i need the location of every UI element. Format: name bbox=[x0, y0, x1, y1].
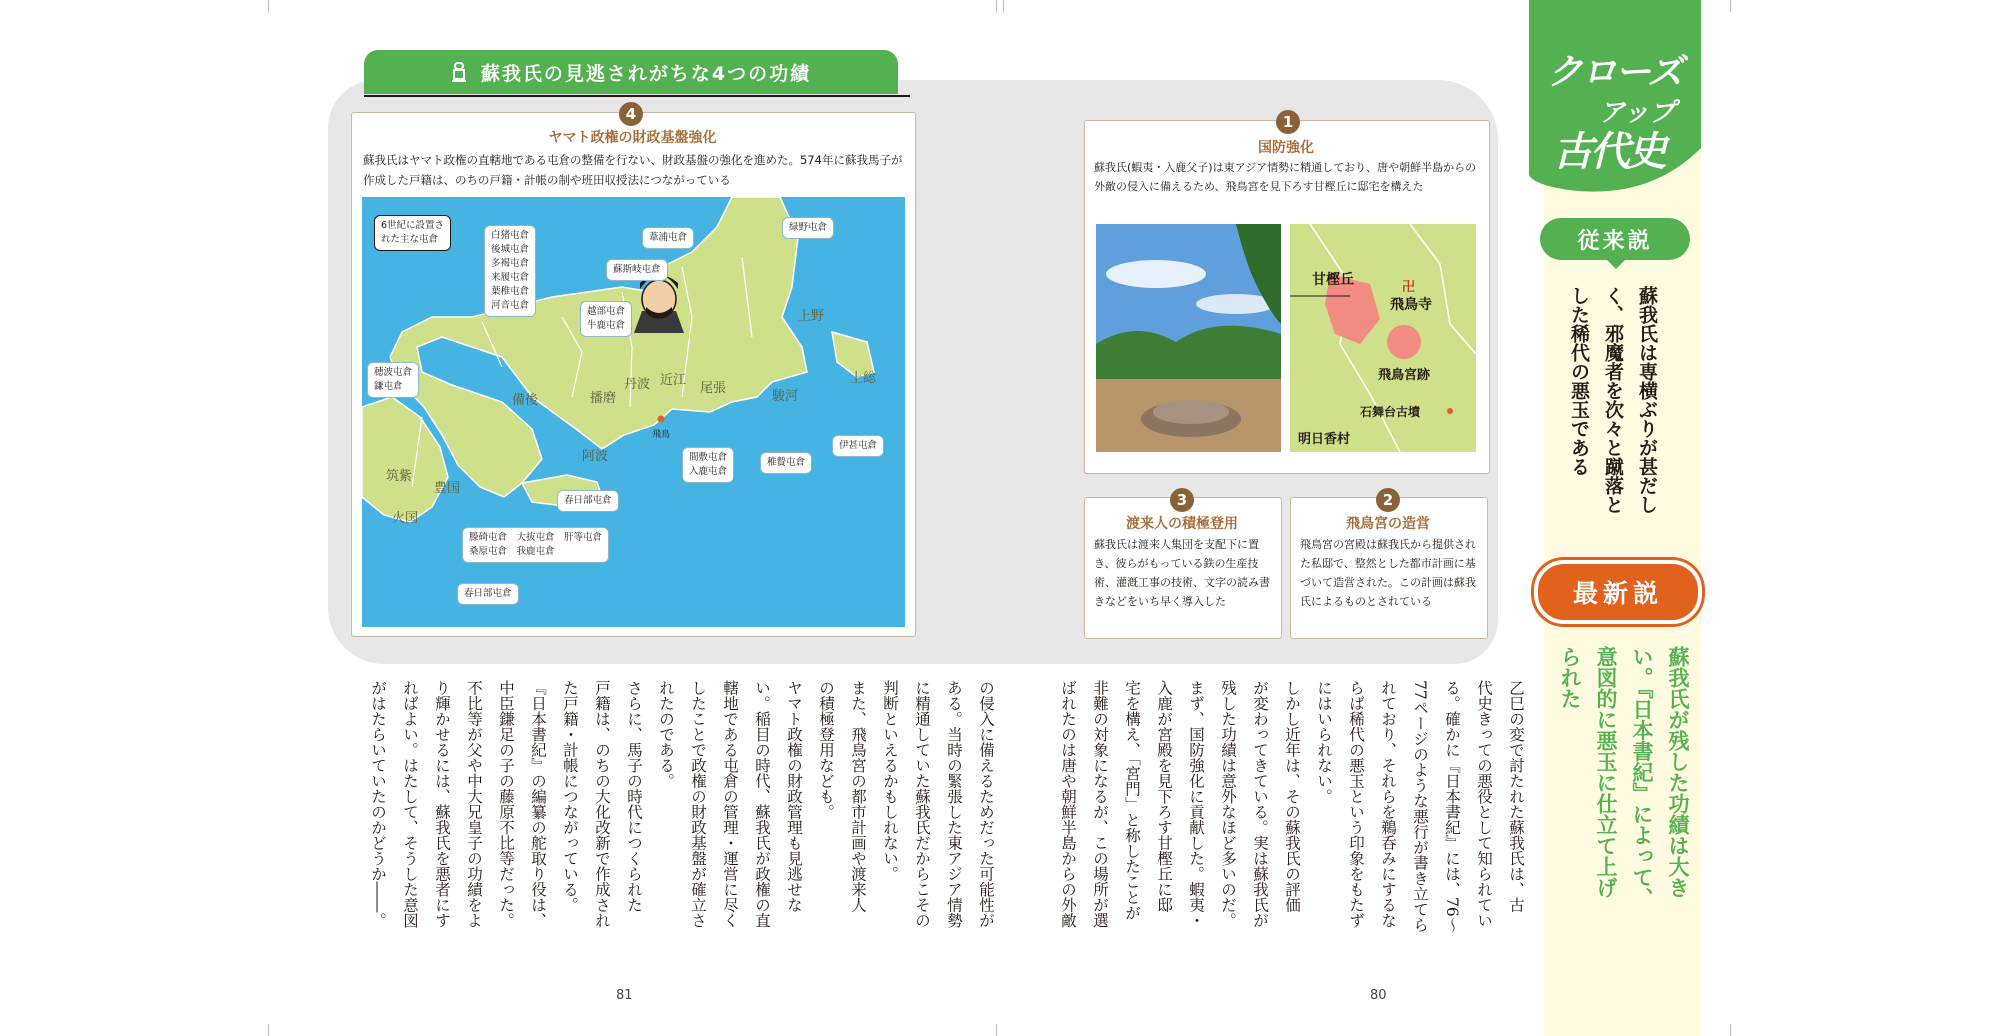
page-number-left: 81 bbox=[616, 988, 633, 1003]
asuka-photo bbox=[1096, 224, 1281, 452]
banner-title: 蘇我氏の見逃されがちな4つの功績 bbox=[480, 62, 812, 85]
latest-theory-text: 蘇我氏が残した功績は大き い。『日本書紀』によって、 意図的に悪玉に仕立て上げ られた bbox=[1558, 646, 1690, 909]
card-4-number: 4 bbox=[619, 102, 643, 126]
map-label-a: 白猪屯倉 後城屯倉 多褐屯倉 来履屯倉 葉稚屯倉 河音屯倉 bbox=[484, 225, 536, 317]
province-kazusa: 上総 bbox=[850, 371, 877, 386]
conventional-theory-label: 従来説 bbox=[1540, 218, 1690, 260]
map-label-d: 蘇斯岐屯倉 bbox=[606, 259, 668, 281]
map-label-j: 春日部屯倉 bbox=[557, 490, 619, 512]
province-chikushi: 筑紫 bbox=[386, 469, 413, 484]
temple-icon: 卍 bbox=[1402, 280, 1416, 295]
map-label-e: 越部屯倉 牛鹿屯倉 bbox=[580, 301, 632, 337]
card-1-number: 1 bbox=[1276, 110, 1300, 134]
logo-line1: クローズ bbox=[1547, 52, 1682, 93]
closeup-logo bbox=[1529, 0, 1701, 225]
province-omi: 近江 bbox=[660, 373, 687, 388]
card-1-body: 蘇我氏(蝦夷・入鹿父子)は東アジア情勢に精通しており、唐や朝鮮半島からの外敵の侵入に備えるため、飛鳥宮を見下ろす甘樫丘に邸宅を構えた bbox=[1094, 161, 1477, 193]
province-kozuke: 上野 bbox=[798, 309, 825, 324]
label-asuka-village: 明日香村 bbox=[1298, 432, 1351, 447]
province-hinokuni: 火国 bbox=[392, 511, 419, 526]
map-legend: 6世紀に設置さ れた主な屯倉 bbox=[374, 215, 451, 251]
province-toyokuni: 豊国 bbox=[434, 481, 461, 496]
map-label-b: 葦浦屯倉 bbox=[642, 227, 694, 249]
card-3-body: 蘇我氏は渡来人集団を支配下に置き、彼らがもっている鉄の生産技術、灌漑工事の技術、文字の読み書きなどをいち早く導入した bbox=[1094, 538, 1270, 608]
province-bingo: 備後 bbox=[512, 393, 539, 408]
map-label-l: 春日部屯倉 bbox=[457, 583, 519, 605]
province-awa: 阿波 bbox=[582, 449, 609, 464]
logo-line2: アップ bbox=[1599, 98, 1676, 128]
map-label-h: 稚贄屯倉 bbox=[760, 452, 812, 474]
monument-icon bbox=[451, 61, 467, 83]
map-label-c: 緑野屯倉 bbox=[782, 217, 834, 239]
map-label-k: 滕碕屯倉 大抜屯倉 肝等屯倉 桑原屯倉 我鹿屯倉 bbox=[462, 527, 609, 563]
japan-map bbox=[362, 197, 905, 627]
card-4-body: 蘇我氏はヤマト政権の直轄地である屯倉の整備を行ない、財政基盤の強化を進めた。574年に蘇我馬子が作成した戸籍は、のちの戸籍・計帳の制や班田収授法につながっている bbox=[363, 153, 903, 187]
section-banner bbox=[364, 50, 898, 94]
conventional-theory-text: 蘇我氏は専横ぶりが甚だし く、邪魔者を次々と蹴落と した稀代の悪玉である bbox=[1568, 286, 1658, 514]
map-label-f: 穂波屯倉 鎌屯倉 bbox=[367, 362, 419, 398]
logo-line3: 古代史 bbox=[1553, 129, 1664, 175]
latest-theory-label: 最新説 bbox=[1534, 560, 1702, 624]
body-text-left-page: の侵入に備えるためだった可能性が ある。当時の緊張した東アジア情勢 に精通していた蘇我氏だからこその 判断といえるかもしれない。 また、飛鳥宮の都市計画や渡来人 の積極登用なども。 ヤマト政権の財政管理も見逃せな い。稲目の時代、蘇我氏が政権の直 轄地である屯倉の管理・運営に尽く したことで政権の財政基盤が確立さ れたのである。 さらに、馬子の時代につくられた 戸籍は、のちの大化改新で作成され た戸籍・計帳につながっている。 『日本書紀』の編纂の舵取り役は、 中臣鎌足の子の藤原不比等だった。 不比等が父や中大兄皇子の功績をよ り輝かせるには、蘇我氏を悪者にす ればよい。はたして、そうした意図 がはたらいていたのかどうか――。 bbox=[369, 680, 995, 928]
card-3-title: 渡来人の積極登用 bbox=[1126, 516, 1238, 532]
map-label-i: 伊甚屯倉 bbox=[832, 435, 884, 457]
map-label-g: 間敷屯倉 入鹿屯倉 bbox=[682, 447, 734, 483]
conventional-pointer bbox=[1605, 258, 1627, 269]
province-owari: 尾張 bbox=[700, 381, 727, 396]
label-asuka-temple: 飛鳥寺 bbox=[1390, 297, 1432, 313]
card-2-body: 飛鳥宮の宮殿は蘇我氏から提供された私邸で、整然とした都市計画に基づいて造営された。この計画は蘇我氏によるものとされている bbox=[1300, 538, 1476, 608]
body-text-right-page: 乙巳の変で討たれた蘇我氏は、古 代史きっての悪役として知られてい る。確かに『日本書紀』には、76～ 77ページのような悪行が書き立てら れており、それらを鵜呑みにするな らば稀代の悪玉という印象をもたず にはいられない。 しかし近年は、その蘇我氏の評価 が変わってきている。実は蘇我氏が 残した功績は意外なほど多いのだ。 まず、国防強化に貢献した。蝦夷・ 入鹿が宮殿を見下ろす甘樫丘に邸 宅を構え、「宮門」と称したことが 非難の対象になるが、この場所が選 ばれたのは唐や朝鮮半島からの外敵 bbox=[1059, 680, 1525, 933]
province-harima: 播磨 bbox=[590, 391, 617, 406]
label-asuka-palace: 飛鳥宮跡 bbox=[1378, 368, 1431, 383]
place-asuka: 飛鳥 bbox=[652, 430, 671, 440]
card-4-title: ヤマト政権の財政基盤強化 bbox=[548, 130, 717, 146]
card-2-number: 2 bbox=[1376, 488, 1400, 512]
label-amakashi: 甘樫丘 bbox=[1312, 272, 1354, 288]
card-1-title: 国防強化 bbox=[1258, 140, 1314, 156]
asuka-map bbox=[1290, 224, 1476, 452]
card-2-title: 飛鳥宮の造営 bbox=[1346, 516, 1430, 532]
card-3-number: 3 bbox=[1170, 488, 1194, 512]
province-tanba: 丹波 bbox=[624, 377, 651, 392]
province-suruga: 駿河 bbox=[772, 389, 799, 404]
banner-underline bbox=[364, 95, 910, 97]
page-number-right: 80 bbox=[1370, 988, 1387, 1003]
label-ishibutai: 石舞台古墳 bbox=[1360, 405, 1421, 419]
